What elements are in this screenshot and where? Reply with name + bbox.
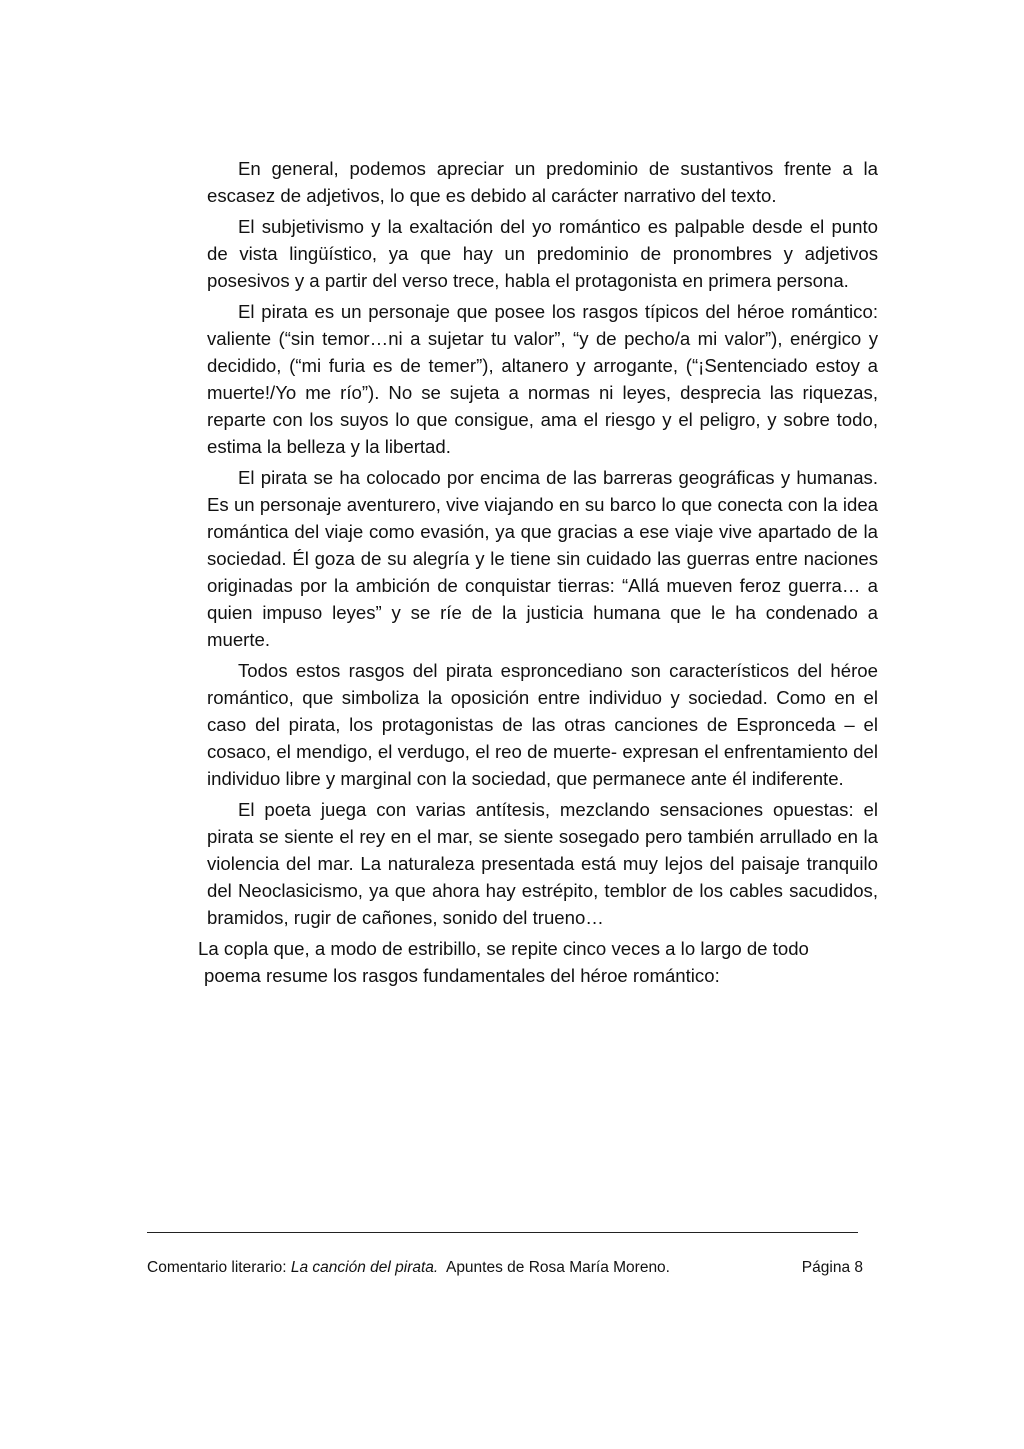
paragraph-subjetivismo: El subjetivismo y la exaltación del yo romántico es palpable desde el punto de vista lingüístico, ya que hay un predominio de pronombres y adjetivos posesivos y a partir del verso trece, habla el protagonista en primera persona.: [207, 216, 878, 291]
footer-author: Apuntes de Rosa María Moreno.: [438, 1259, 670, 1276]
paragraph-antitesis: El poeta juega con varias antítesis, mezclando sensaciones opuestas: el pirata se siente el rey en el mar, se siente sosegado pero también arrullado en la violencia del mar. La naturaleza presentada está muy lejos del paisaje tranquilo del Neoclasicismo, ya que ahora hay estrépito, temblor de los cables sacudidos, bramidos, rugir de cañones, sonido del trueno…: [207, 799, 878, 928]
page-footer: [147, 1258, 863, 1278]
paragraph-rasgos-heroe: El pirata es un personaje que posee los rasgos típicos del héroe romántico: valiente (“sin temor…ni a sujetar tu valor”, “y de pecho/a mi valor”), enérgico y decidido, (“mi furia es de temer”), altanero y arrogante, (“¡Sentenciado estoy a muerte!/Yo me río”). No se sujeta a normas ni leyes, desprecia las riquezas, reparte con los suyos lo que consigue, ama el riesgo y el peligro, y sobre todo, estima la belleza y la libertad.: [207, 301, 878, 457]
paragraph-sustantivos: En general, podemos apreciar un predominio de sustantivos frente a la escasez de adjetivos, lo que es debido al carácter narrativo del texto.: [207, 158, 878, 206]
paragraph-barreras: El pirata se ha colocado por encima de las barreras geográficas y humanas. Es un personaje aventurero, vive viajando en su barco lo que conecta con la idea romántica del viaje como evasión, ya que gracias a ese viaje vive apartado de la sociedad. Él goza de su alegría y le tiene sin cuidado las guerras entre naciones originadas por la ambición de conquistar tierras: “Allá mueven feroz guerra… a quien impuso leyes” y se ríe de la justicia humana que le ha condenado a muerte.: [207, 467, 878, 650]
page-number: Página 8: [801, 1259, 863, 1276]
footer-work-title: La canción del pirata.: [290, 1259, 439, 1276]
copla-line-2: poema resume los rasgos fundamentales del héroe romántico:: [204, 965, 720, 986]
footer-prefix: Comentario literario:: [147, 1259, 291, 1276]
document-body: [198, 155, 878, 993]
footer-divider: [147, 1232, 858, 1233]
paragraph-heroe-romantico: Todos estos rasgos del pirata esproncediano son característicos del héroe romántico, que simboliza la oposición entre individuo y sociedad. Como en el caso del pirata, los protagonistas de las otras canciones de Espronceda – el cosaco, el mendigo, el verdugo, el reo de muerte- expresan el enfrentamiento del individuo libre y marginal con la sociedad, que permanece ante él indiferente.: [207, 660, 878, 789]
copla-line-1: La copla que, a modo de estribillo, se repite cinco veces a lo largo de todo: [198, 938, 809, 959]
paragraph-copla: [198, 935, 878, 989]
